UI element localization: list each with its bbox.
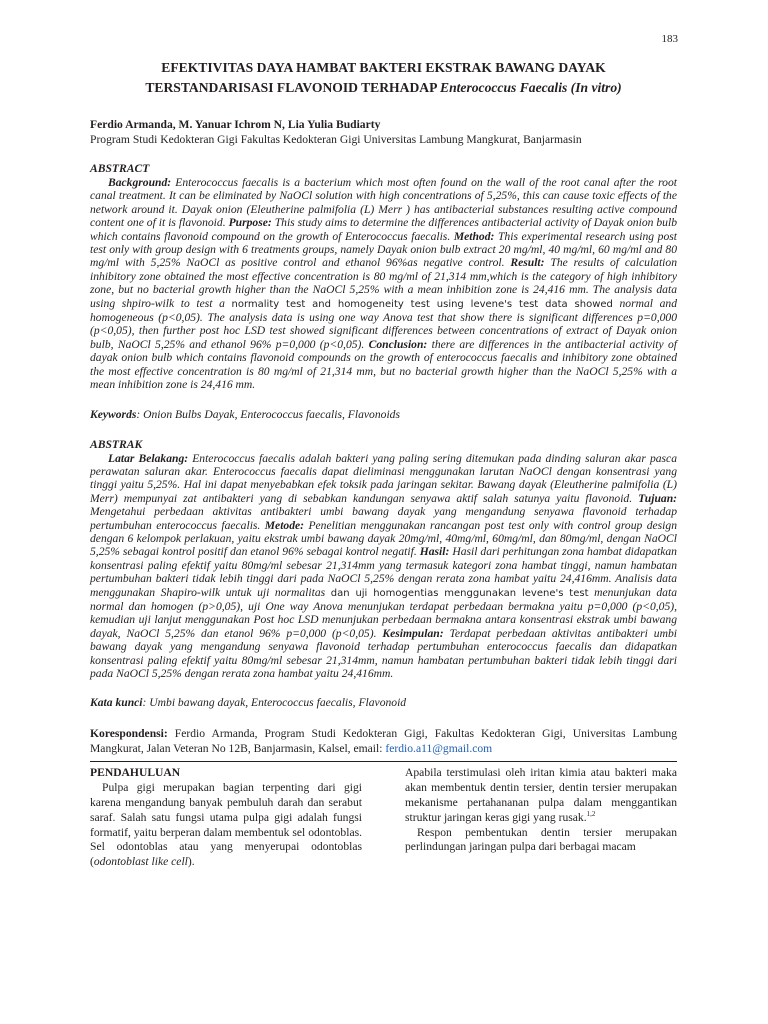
pendahuluan-paragraph <box>90 781 362 870</box>
body-columns <box>90 766 677 870</box>
method-text: This experimental research using post test only with group design with 6 treatments groups, namely Dayak onion bulb extract 20 mg/ml, 40 mg/ml, 60 mg/ml and 80 mg/ml with 5,25% NaOCl as positive control and ethanol 96%as negative control. <box>90 229 677 270</box>
correspondence <box>90 726 677 756</box>
conclusion-text: there are differences in the antibacterial activity of dayak onion bulb which contains flavonoid compounds on the growth of enterococcus faecalis and inhibitory zone obtained the most effective concentration is 80 mg/ml of 21,314 mm, but no bacterial growth higher than the NaOCl 5,25% with a mean inhibition zone is 24,416 mm. <box>90 337 678 392</box>
kata-kunci <box>90 696 677 710</box>
article-title <box>90 58 677 98</box>
affiliation: Program Studi Kedokteran Gigi Fakultas Kedokteran Gigi Universitas Lambung Mangkurat, Banjarmasin <box>90 133 582 146</box>
hasil-text-1: Hasil dari perhitungan zona hambat didapatkan konsentrasi paling efektif yaitu 80mg/ml sebesar 21,314mm yang termasuk kategori zona hambat tinggi, namun hambatan pertumbuhan bakteri tidak lebih tinggi dari pada NaOCl 5,25% dengan rerata zona hambat yaitu 24,416mm. Analisis data menggunakan Shapiro-wilk untuk uji normalitas <box>90 545 677 599</box>
hasil-text-2: menunjukan data normal dan homogen (p>0,05), uji One way Anova menunjukan terdapat perbedaan bermakna yaitu p=0,000 (p<0,05), kemudian uji lanjut menggunakan Post hoc LSD menunjukan perbedaan bermakna antara konsentrasi ekstrak umbi bawang dayak, NaOCl 5,25% dan etanol 96% p=0,000 (p<0,05). <box>90 585 677 640</box>
purpose-label: Purpose: <box>228 216 272 230</box>
abstrak-heading: ABSTRAK <box>90 437 143 451</box>
method-label: Method: <box>453 229 495 243</box>
background-text: Enterococcus faecalis is a bacterium which most often found on the wall of the root canal after the root canal treatment. It can be eliminated by NaOCl solution with high concentrations of 5,25%, this can cause toxic effects of the network around it. Dayak onion (Eleutherine palmifolia (L) Merr ) has antibacterial substances resulting active compound content one of it is flavonoid. <box>90 176 677 230</box>
keywords-text: : Onion Bulbs Dayak, Enterococcus faecalis, Flavonoids <box>136 407 400 421</box>
metode-label: Metode: <box>264 518 305 532</box>
citation-superscript: 1,2 <box>586 809 596 818</box>
right-paragraph-1-text: Apabila terstimulasi oleh iritan kimia atau bakteri maka akan membentuk dentin tersier, dentin tersier merupakan mekanisme pertahananan pulpa dalam menggantikan struktur jaringan keras gigi yang rusak. <box>405 766 677 824</box>
metode-text: Penelitian menggunakan rancangan post test only with control group design dengan 6 kelompok perlakuan, yaitu ekstrak umbi bawang dayak 20mg/ml, 40mg/ml, 60mg/ml, dan 80mg/ml, dengan NaOCl 5,25% sebagai kontrol positif dan etanol 96% sebagai kontrol negatif. <box>90 518 677 559</box>
title-line-2 <box>90 78 677 98</box>
title-line-2-species: Enterococcus Faecalis (In vitro) <box>440 80 622 95</box>
kesimpulan-label: Kesimpulan: <box>382 626 444 640</box>
keywords-label: Keywords <box>90 407 137 421</box>
email-link[interactable]: ferdio.a11@gmail.com <box>385 742 493 756</box>
page-number: 183 <box>661 33 678 45</box>
result-text-2: normal and homogeneous (p<0,05). The analysis data is using one way Anova test that show there is significant differences p=0,000 (p<0,05), then further post hoc LSD test showed significant differences between concentrations of extract of Dayak onion bulb, NaOCl 5,25% and ethanol 96% p=0,000 (p<0,05). <box>90 296 678 351</box>
right-paragraph-2: Respon pembentukan dentin tersier merupakan perlindungan jaringan pulpa dari berbagai macam <box>405 825 677 854</box>
correspondence-label: Korespondensi: <box>90 727 168 741</box>
pendahuluan-heading: PENDAHULUAN <box>90 766 181 780</box>
kesimpulan-text: Terdapat perbedaan aktivitas antibakteri umbi bawang dayak yang mengandung senyawa flavonoid terhadap pertumbuhan enterococcus faecalis dan didapatkan konsentrasi paling efektif yaitu 80mg/ml sebesar 21,314mm, namun hambatan pertumbuhan bakteri tidak lebih tinggi dari pada NaOCl 5,25% dengan rerata zona hambat yaitu 24,416mm. <box>90 626 677 680</box>
pendahuluan-text-b: ). <box>187 855 195 869</box>
hasil-handwritten-insert: dan uji homogentias menggunakan levene's test <box>330 587 589 599</box>
title-line-1: EFEKTIVITAS DAYA HAMBAT BAKTERI EKSTRAK BAWANG DAYAK <box>161 60 606 75</box>
abstract-heading: ABSTRACT <box>90 162 150 175</box>
keywords <box>90 408 677 422</box>
result-label: Result: <box>510 256 545 270</box>
latar-text: Enterococcus faecalis adalah bakteri yang paling sering ditemukan pada dinding saluran akar pasca perawatan saluran akar. Enterococcus faecalis dapat dieliminasi menggunakan larutan NaOCl dengan konsentrasi yang tinggi yaitu 5,25%. Hal ini dapat menyebabkan efek toksik pada jaringan sekitar. Bawang dayak (Eleutherine palmifolia (L) Merr) mempunyai zat antibakteri yang di sebabkan kandungan senyawa aktif salah satunya yaitu flavonoid. <box>90 451 677 505</box>
right-paragraph-1 <box>405 766 677 825</box>
tujuan-text: Mengetahui perbedaan aktivitas antibakteri umbi bawang dayak yang mengandung senyawa flavonoid terhadap pertumbuhan enterococcus faecalis. <box>90 505 677 532</box>
purpose-text: This study aims to determine the differences antibacterial activity of Dayak onion bulb which contains flavonoid compound on the growth of Enterococcus faecalis. <box>90 216 677 243</box>
pendahuluan-text-a: Pulpa gigi merupakan bagian terpenting dari gigi karena mengandung banyak pembuluh darah dan serabut saraf. Salah satu fungsi utama pulpa gigi adalah fungsi formatif, yaitu berperan dalam membentuk sel odontoblas. Sel odontoblas atau yang menyerupai odontoblas ( <box>90 781 362 869</box>
correspondence-text: Ferdio Armanda, Program Studi Kedokteran Gigi, Fakultas Kedokteran Gigi, Universitas Lambung Mangkurat, Jalan Veteran No 12B, Banjarmasin, Kalsel, email: <box>90 727 677 756</box>
result-handwritten-insert: normality test and homogeneity test using levene's test data showed <box>231 298 613 310</box>
left-column <box>90 766 362 870</box>
hasil-label: Hasil: <box>419 545 450 559</box>
right-column <box>405 766 677 870</box>
abstract-body <box>90 176 677 392</box>
kata-kunci-label: Kata kunci <box>90 696 143 710</box>
title-line-2-text: TERSTANDARISASI FLAVONOID TERHADAP <box>145 80 441 95</box>
pendahuluan-italic-term: odontoblast like cell <box>93 855 188 869</box>
kata-kunci-text: : Umbi bawang dayak, Enterococcus faecalis, Flavonoid <box>142 696 407 710</box>
latar-label: Latar Belakang: <box>108 451 189 465</box>
abstrak-body <box>90 452 677 681</box>
authors: Ferdio Armanda, M. Yanuar Ichrom N, Lia Yulia Budiarty <box>90 118 381 131</box>
tujuan-label: Tujuan: <box>638 491 677 505</box>
result-text-1: The results of calculation inhibitory zone obtained the most effective concentration is 80 mg/ml of 21,314 mm,which is the category of high inhibitory zone, but no bacterial growth higher than the NaOCl 5,25% with a mean inhibition zone is 24,416 mm. The analysis data using shpiro-wilk to test a <box>90 256 677 310</box>
article <box>90 58 677 870</box>
background-label: Background: <box>108 176 172 189</box>
section-divider <box>90 761 677 762</box>
conclusion-label: Conclusion: <box>368 337 428 351</box>
